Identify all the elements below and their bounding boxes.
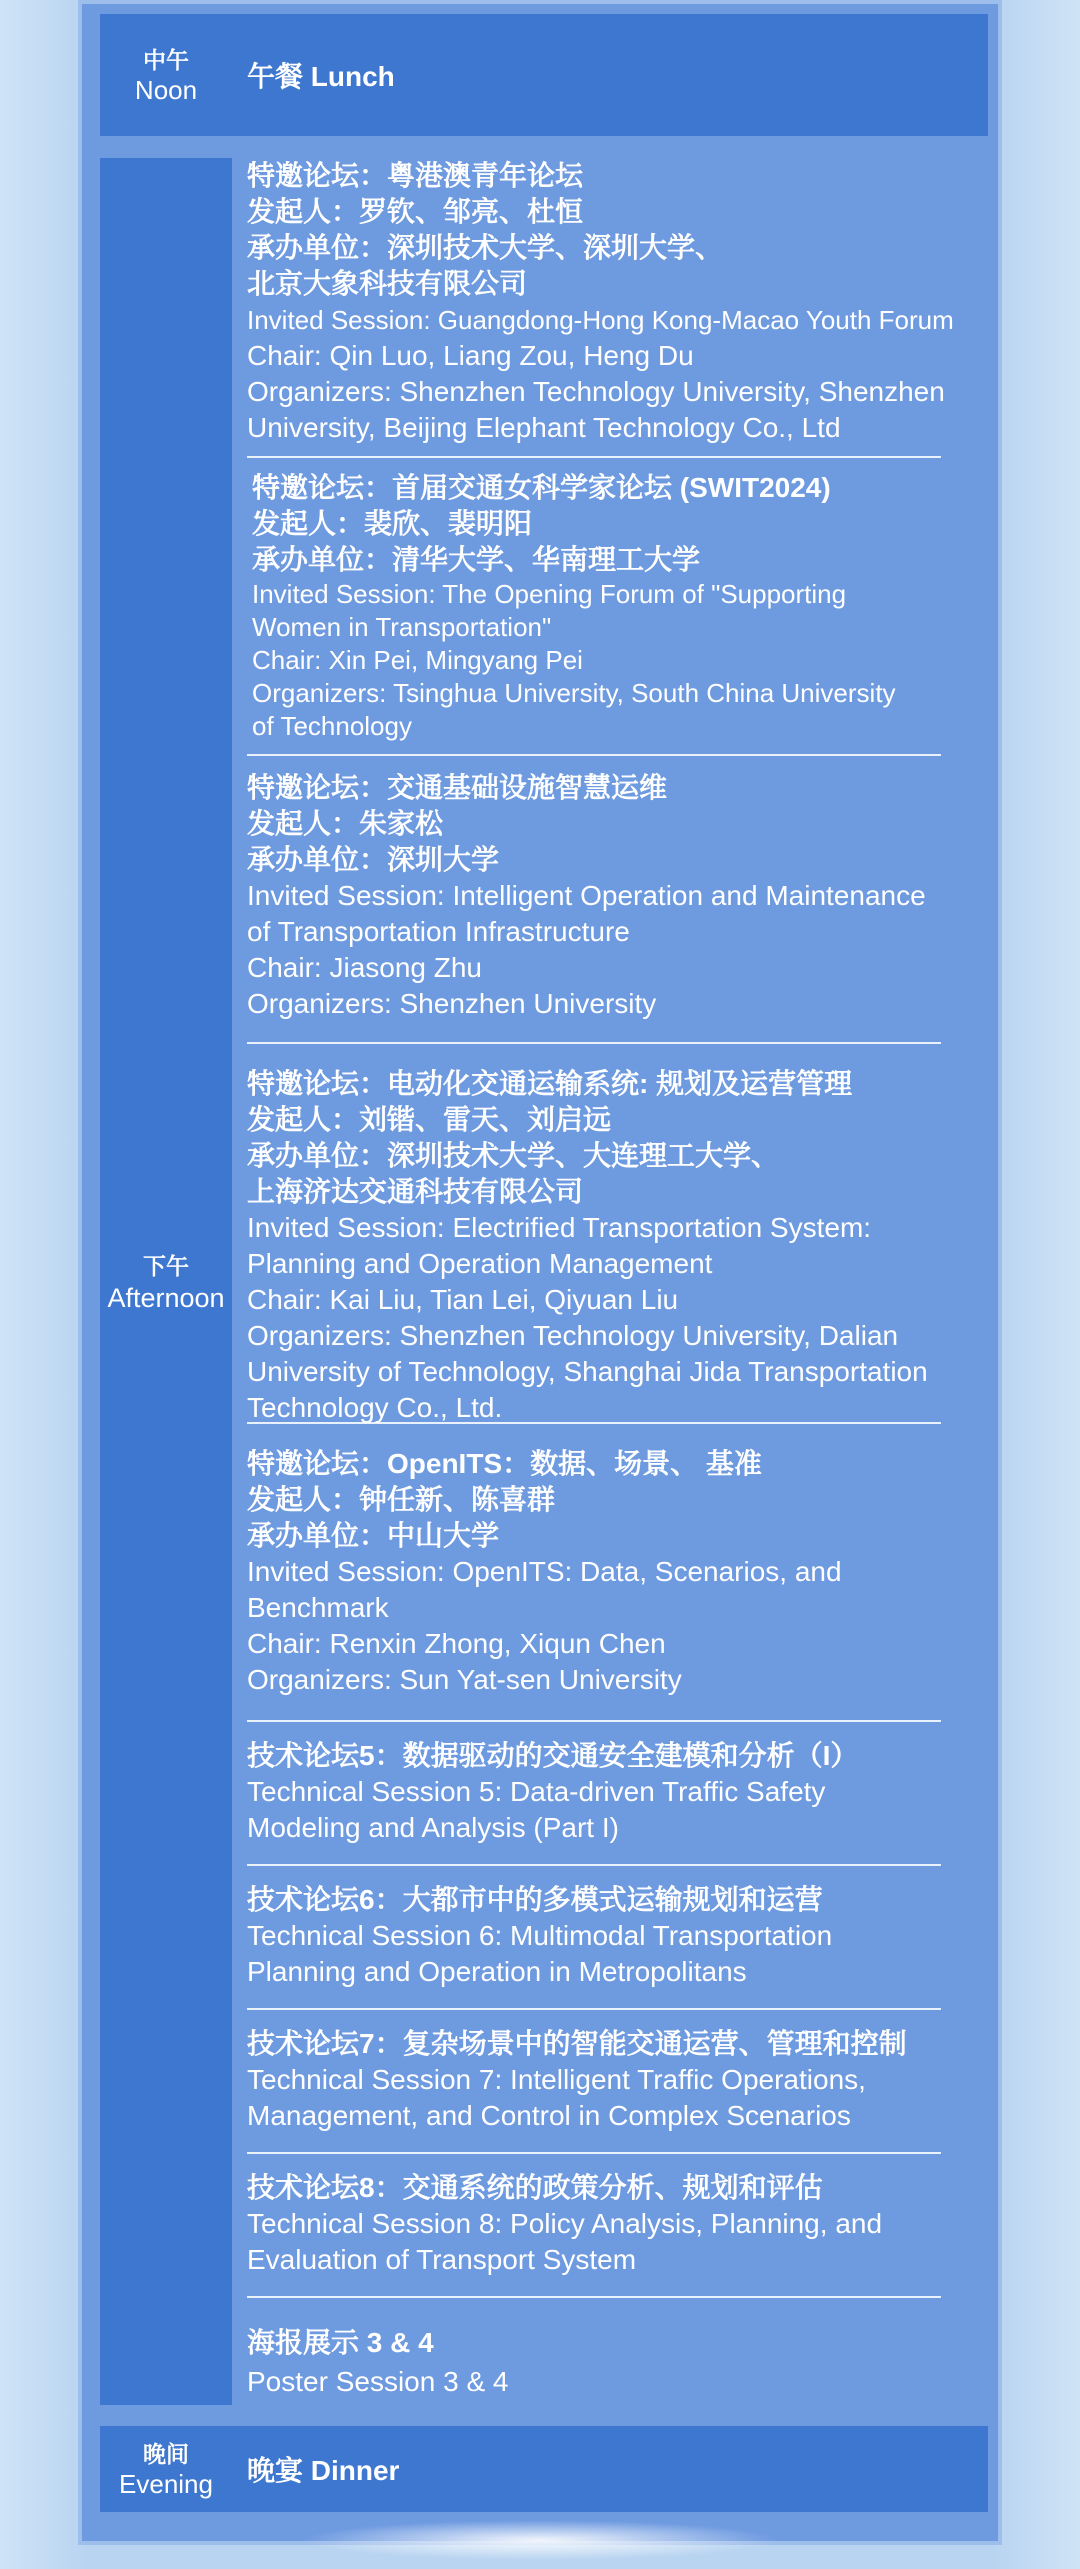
session-technical-7 xyxy=(247,2010,987,2152)
session-organizer-en: Organizers: Shenzhen University xyxy=(247,988,657,1019)
session-chair-en: Chair: Xin Pei, Mingyang Pei xyxy=(252,645,583,675)
noon-period xyxy=(100,14,232,136)
lunch-event: 午餐 Lunch xyxy=(247,61,395,92)
session-title-en: of Transportation Infrastructure xyxy=(247,916,630,947)
session-chair-zh: 发起人：罗钦、邹亮、杜恒 xyxy=(247,196,584,227)
session-title: 技术论坛6：大都市中的多模式运输规划和运营 xyxy=(247,1884,823,1915)
noon-row xyxy=(100,14,988,136)
session-technical-8 xyxy=(247,2154,987,2296)
session-title: 特邀论坛：OpenITS：数据、场景、 基准 xyxy=(247,1448,762,1479)
session-title-en: Invited Session: OpenITS: Data, Scenarios, and xyxy=(247,1556,842,1587)
session-chair-zh: 发起人：朱家松 xyxy=(247,808,444,839)
session-infrastructure xyxy=(247,756,987,1042)
session-title-en: Planning and Operation in Metropolitans xyxy=(247,1956,747,1987)
session-organizer-zh: 承办单位：深圳大学 xyxy=(247,844,500,875)
session-organizer-en: Technology Co., Ltd. xyxy=(247,1392,503,1423)
session-organizer-en: University of Technology, Shanghai Jida Transportation xyxy=(247,1356,928,1387)
session-organizer-en: Organizers: Tsinghua University, South China University xyxy=(252,678,896,708)
session-poster xyxy=(247,2298,987,2422)
session-title-en: Evaluation of Transport System xyxy=(247,2244,637,2275)
session-technical-5 xyxy=(247,1722,987,1864)
session-title: 特邀论坛：首届交通女科学家论坛 (SWIT2024) xyxy=(252,472,831,503)
session-title-en: Modeling and Analysis (Part I) xyxy=(247,1812,619,1843)
session-technical-6 xyxy=(247,1866,987,2008)
session-title: 特邀论坛：粤港澳青年论坛 xyxy=(247,160,584,191)
session-title-en: Management, and Control in Complex Scenarios xyxy=(247,2100,851,2131)
period-en: Evening xyxy=(119,2469,213,2499)
session-title-en: Women in Transportation" xyxy=(252,612,552,642)
session-title-en: Benchmark xyxy=(247,1592,389,1623)
afternoon-sessions xyxy=(247,158,987,2422)
session-women-forum xyxy=(247,458,987,754)
session-electrified xyxy=(247,1044,987,1422)
evening-period xyxy=(100,2426,232,2512)
session-chair-zh: 发起人：裴欣、裴明阳 xyxy=(252,508,533,539)
session-title: 技术论坛8：交通系统的政策分析、规划和评估 xyxy=(247,2172,823,2203)
session-title: 技术论坛5：数据驱动的交通安全建模和分析（I） xyxy=(247,1740,859,1771)
session-title-en: Invited Session: Electrified Transportation System: xyxy=(247,1212,872,1243)
period-en: Afternoon xyxy=(107,1282,225,1313)
session-title-en: Invited Session: Intelligent Operation and Maintenance xyxy=(247,880,926,911)
session-organizer-en: of Technology xyxy=(252,711,412,741)
session-title: 海报展示 3 & 4 xyxy=(247,2327,434,2358)
session-title-en: Planning and Operation Management xyxy=(247,1248,713,1279)
session-organizer-zh: 北京大象科技有限公司 xyxy=(247,268,528,299)
session-chair-en: Chair: Qin Luo, Liang Zou, Heng Du xyxy=(247,340,694,371)
session-organizer-zh: 上海济达交通科技有限公司 xyxy=(247,1176,584,1207)
session-organizer-en: Organizers: Sun Yat-sen University xyxy=(247,1664,682,1695)
session-title-en: Poster Session 3 & 4 xyxy=(247,2366,509,2397)
session-openits xyxy=(247,1424,987,1720)
session-youth-forum xyxy=(247,158,987,456)
period-zh: 晚间 xyxy=(143,2441,189,2467)
session-title-en: Technical Session 5: Data-driven Traffic Safety xyxy=(247,1776,826,1807)
session-organizer-zh: 承办单位：清华大学、华南理工大学 xyxy=(252,544,701,575)
session-title: 特邀论坛：交通基础设施智慧运维 xyxy=(247,772,668,803)
session-chair-en: Chair: Kai Liu, Tian Lei, Qiyuan Liu xyxy=(247,1284,679,1315)
session-organizer-en: Organizers: Shenzhen Technology University, Shenzhen xyxy=(247,376,945,407)
afternoon-period xyxy=(100,158,232,2405)
session-organizer-zh: 承办单位：深圳技术大学、深圳大学、 xyxy=(247,232,724,263)
session-title-en: Invited Session: Guangdong-Hong Kong-Macao Youth Forum xyxy=(247,305,954,335)
session-organizer-zh: 承办单位：中山大学 xyxy=(247,1520,500,1551)
dinner-event: 晚宴 Dinner xyxy=(247,2455,400,2486)
session-title-en: Technical Session 8: Policy Analysis, Planning, and xyxy=(247,2208,883,2239)
session-chair-zh: 发起人：刘锴、雷天、刘启远 xyxy=(247,1104,612,1135)
session-chair-en: Chair: Renxin Zhong, Xiqun Chen xyxy=(247,1628,666,1659)
session-title-en: Technical Session 6: Multimodal Transportation xyxy=(247,1920,833,1951)
session-title: 特邀论坛：电动化交通运输系统: 规划及运营管理 xyxy=(247,1068,853,1099)
session-chair-zh: 发起人：钟任新、陈喜群 xyxy=(247,1484,556,1515)
session-organizer-zh: 承办单位：深圳技术大学、大连理工大学、 xyxy=(247,1140,780,1171)
session-title-en: Technical Session 7: Intelligent Traffic Operations, xyxy=(247,2064,866,2095)
period-zh: 下午 xyxy=(143,1252,189,1279)
session-title: 技术论坛7：复杂场景中的智能交通运营、管理和控制 xyxy=(247,2028,907,2059)
session-chair-en: Chair: Jiasong Zhu xyxy=(247,952,483,983)
period-zh: 中午 xyxy=(143,47,189,73)
session-organizer-en: Organizers: Shenzhen Technology University, Dalian xyxy=(247,1320,899,1351)
evening-row xyxy=(100,2426,988,2512)
period-en: Noon xyxy=(134,75,198,105)
session-organizer-en: University, Beijing Elephant Technology Co., Ltd xyxy=(247,412,841,443)
bottom-glow xyxy=(300,2520,780,2560)
session-title-en: Invited Session: The Opening Forum of "Supporting xyxy=(252,579,847,609)
